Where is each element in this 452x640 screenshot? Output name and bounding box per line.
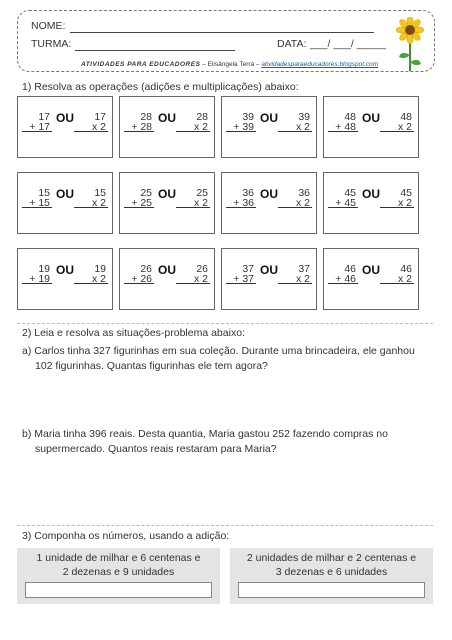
factor-top: 15 — [94, 187, 106, 199]
name-field[interactable] — [70, 32, 374, 33]
factor-bottom: x 2 — [397, 273, 412, 285]
factor-top: 25 — [196, 187, 208, 199]
compose-box-2-text — [230, 551, 433, 579]
multiplication-answer-line[interactable] — [74, 131, 108, 132]
factor-top: 28 — [196, 111, 208, 123]
problem-b-line1: b) Maria tinha 396 reais. Desta quantia, Maria gastou 252 fazendo compras no — [22, 428, 388, 440]
factor-top: 48 — [400, 111, 412, 123]
addend-bottom: + 45 — [335, 197, 356, 209]
or-label: OU — [56, 111, 74, 125]
addend-bottom: + 36 — [233, 197, 254, 209]
addend-top: 25 — [140, 187, 152, 199]
multiplication-answer-line[interactable] — [176, 283, 210, 284]
factor-bottom: x 2 — [91, 197, 106, 209]
addend-top: 48 — [344, 111, 356, 123]
addend-top: 28 — [140, 111, 152, 123]
addend-bottom: + 25 — [131, 197, 152, 209]
addition-answer-line[interactable] — [328, 207, 358, 208]
factor-top: 46 — [400, 263, 412, 275]
multiplication-answer-line[interactable] — [176, 207, 210, 208]
addition-answer-line[interactable] — [328, 131, 358, 132]
factor-top: 45 — [400, 187, 412, 199]
operation-card — [221, 96, 317, 158]
compose-box-2-line1: 2 unidades de milhar e 2 centenas e — [246, 552, 417, 564]
or-label: OU — [260, 263, 278, 277]
compose-box-1 — [17, 548, 220, 604]
factor-bottom: x 2 — [295, 197, 310, 209]
brand-author: – Elisângela Terra – — [202, 61, 260, 68]
addend-top: 36 — [242, 187, 254, 199]
name-label: NOME: — [31, 20, 66, 32]
operation-card — [119, 248, 215, 310]
problem-b — [22, 427, 432, 457]
sunflower-icon — [396, 17, 424, 71]
section2-title: 2) Leia e resolva as situações-problema abaixo: — [22, 327, 245, 339]
operation-card — [221, 172, 317, 234]
date-field[interactable]: ___/ ___/ _____ — [310, 38, 386, 50]
factor-top: 37 — [298, 263, 310, 275]
addend-top: 46 — [344, 263, 356, 275]
addend-top: 26 — [140, 263, 152, 275]
addition-answer-line[interactable] — [22, 283, 52, 284]
factor-bottom: x 2 — [295, 121, 310, 133]
brand-url[interactable]: atividadesparaeducadores.blogspot.com — [261, 61, 379, 68]
or-label: OU — [56, 263, 74, 277]
compose-box-1-line2: 2 dezenas e 9 unidades — [62, 566, 175, 578]
multiplication-answer-line[interactable] — [380, 207, 414, 208]
or-label: OU — [362, 111, 380, 125]
compose-answer-2[interactable] — [238, 582, 425, 598]
addend-bottom: + 37 — [233, 273, 254, 285]
or-label: OU — [260, 187, 278, 201]
addend-bottom: + 19 — [29, 273, 50, 285]
multiplication-answer-line[interactable] — [74, 207, 108, 208]
operation-card — [17, 248, 113, 310]
addend-bottom: + 48 — [335, 121, 356, 133]
addend-top: 45 — [344, 187, 356, 199]
operation-card — [221, 248, 317, 310]
addend-top: 39 — [242, 111, 254, 123]
operation-card — [119, 172, 215, 234]
factor-bottom: x 2 — [91, 273, 106, 285]
addend-bottom: + 26 — [131, 273, 152, 285]
operation-card — [17, 96, 113, 158]
operation-card — [323, 96, 419, 158]
factor-bottom: x 2 — [397, 197, 412, 209]
or-label: OU — [362, 187, 380, 201]
addition-answer-line[interactable] — [226, 283, 256, 284]
or-label: OU — [56, 187, 74, 201]
factor-top: 26 — [196, 263, 208, 275]
factor-top: 17 — [94, 111, 106, 123]
addition-answer-line[interactable] — [124, 207, 154, 208]
compose-box-1-text — [17, 551, 220, 579]
multiplication-answer-line[interactable] — [278, 131, 312, 132]
factor-bottom: x 2 — [295, 273, 310, 285]
section1-title: 1) Resolva as operações (adições e multiplicações) abaixo: — [22, 81, 299, 93]
problem-b-line2: supermercado. Quantos reais restaram para Maria? — [35, 443, 277, 455]
divider — [17, 323, 433, 324]
date-label: DATA: — [277, 38, 307, 50]
multiplication-answer-line[interactable] — [380, 131, 414, 132]
operation-card — [119, 96, 215, 158]
problem-a-line1: a) Carlos tinha 327 figurinhas em sua coleção. Durante uma brincadeira, ele ganhou — [22, 345, 415, 357]
addition-answer-line[interactable] — [124, 131, 154, 132]
addend-top: 19 — [38, 263, 50, 275]
addition-answer-line[interactable] — [226, 207, 256, 208]
or-label: OU — [260, 111, 278, 125]
brand-line — [81, 61, 378, 68]
addend-top: 17 — [38, 111, 50, 123]
multiplication-answer-line[interactable] — [380, 283, 414, 284]
factor-top: 39 — [298, 111, 310, 123]
addend-top: 37 — [242, 263, 254, 275]
multiplication-answer-line[interactable] — [278, 283, 312, 284]
factor-bottom: x 2 — [91, 121, 106, 133]
multiplication-answer-line[interactable] — [176, 131, 210, 132]
compose-box-1-line1: 1 unidade de milhar e 6 centenas e — [36, 552, 201, 564]
or-label: OU — [158, 187, 176, 201]
addend-bottom: + 46 — [335, 273, 356, 285]
addition-answer-line[interactable] — [22, 131, 52, 132]
class-field[interactable] — [75, 50, 235, 51]
section3-title: 3) Componha os números, usando a adição: — [22, 530, 230, 542]
or-label: OU — [362, 263, 380, 277]
addend-top: 15 — [38, 187, 50, 199]
factor-bottom: x 2 — [193, 121, 208, 133]
problem-a — [22, 344, 432, 374]
multiplication-answer-line[interactable] — [278, 207, 312, 208]
factor-bottom: x 2 — [193, 197, 208, 209]
compose-box-2-line2: 3 dezenas e 6 unidades — [275, 566, 388, 578]
addition-answer-line[interactable] — [328, 283, 358, 284]
addend-bottom: + 17 — [29, 121, 50, 133]
addend-bottom: + 39 — [233, 121, 254, 133]
brand-name: ATIVIDADES PARA EDUCADORES — [81, 61, 201, 68]
factor-bottom: x 2 — [193, 273, 208, 285]
divider — [17, 525, 433, 526]
addition-answer-line[interactable] — [226, 131, 256, 132]
addition-answer-line[interactable] — [22, 207, 52, 208]
factor-bottom: x 2 — [397, 121, 412, 133]
addend-bottom: + 15 — [29, 197, 50, 209]
compose-box-2 — [230, 548, 433, 604]
factor-top: 19 — [94, 263, 106, 275]
operation-card — [323, 172, 419, 234]
or-label: OU — [158, 263, 176, 277]
multiplication-answer-line[interactable] — [74, 283, 108, 284]
addend-bottom: + 28 — [131, 121, 152, 133]
class-label: TURMA: — [31, 38, 72, 50]
operation-card — [323, 248, 419, 310]
addition-answer-line[interactable] — [124, 283, 154, 284]
operation-card — [17, 172, 113, 234]
factor-top: 36 — [298, 187, 310, 199]
worksheet-header — [17, 10, 435, 72]
or-label: OU — [158, 111, 176, 125]
compose-answer-1[interactable] — [25, 582, 212, 598]
problem-a-line2: 102 figurinhas. Quantas figurinhas ele tem agora? — [35, 360, 268, 372]
